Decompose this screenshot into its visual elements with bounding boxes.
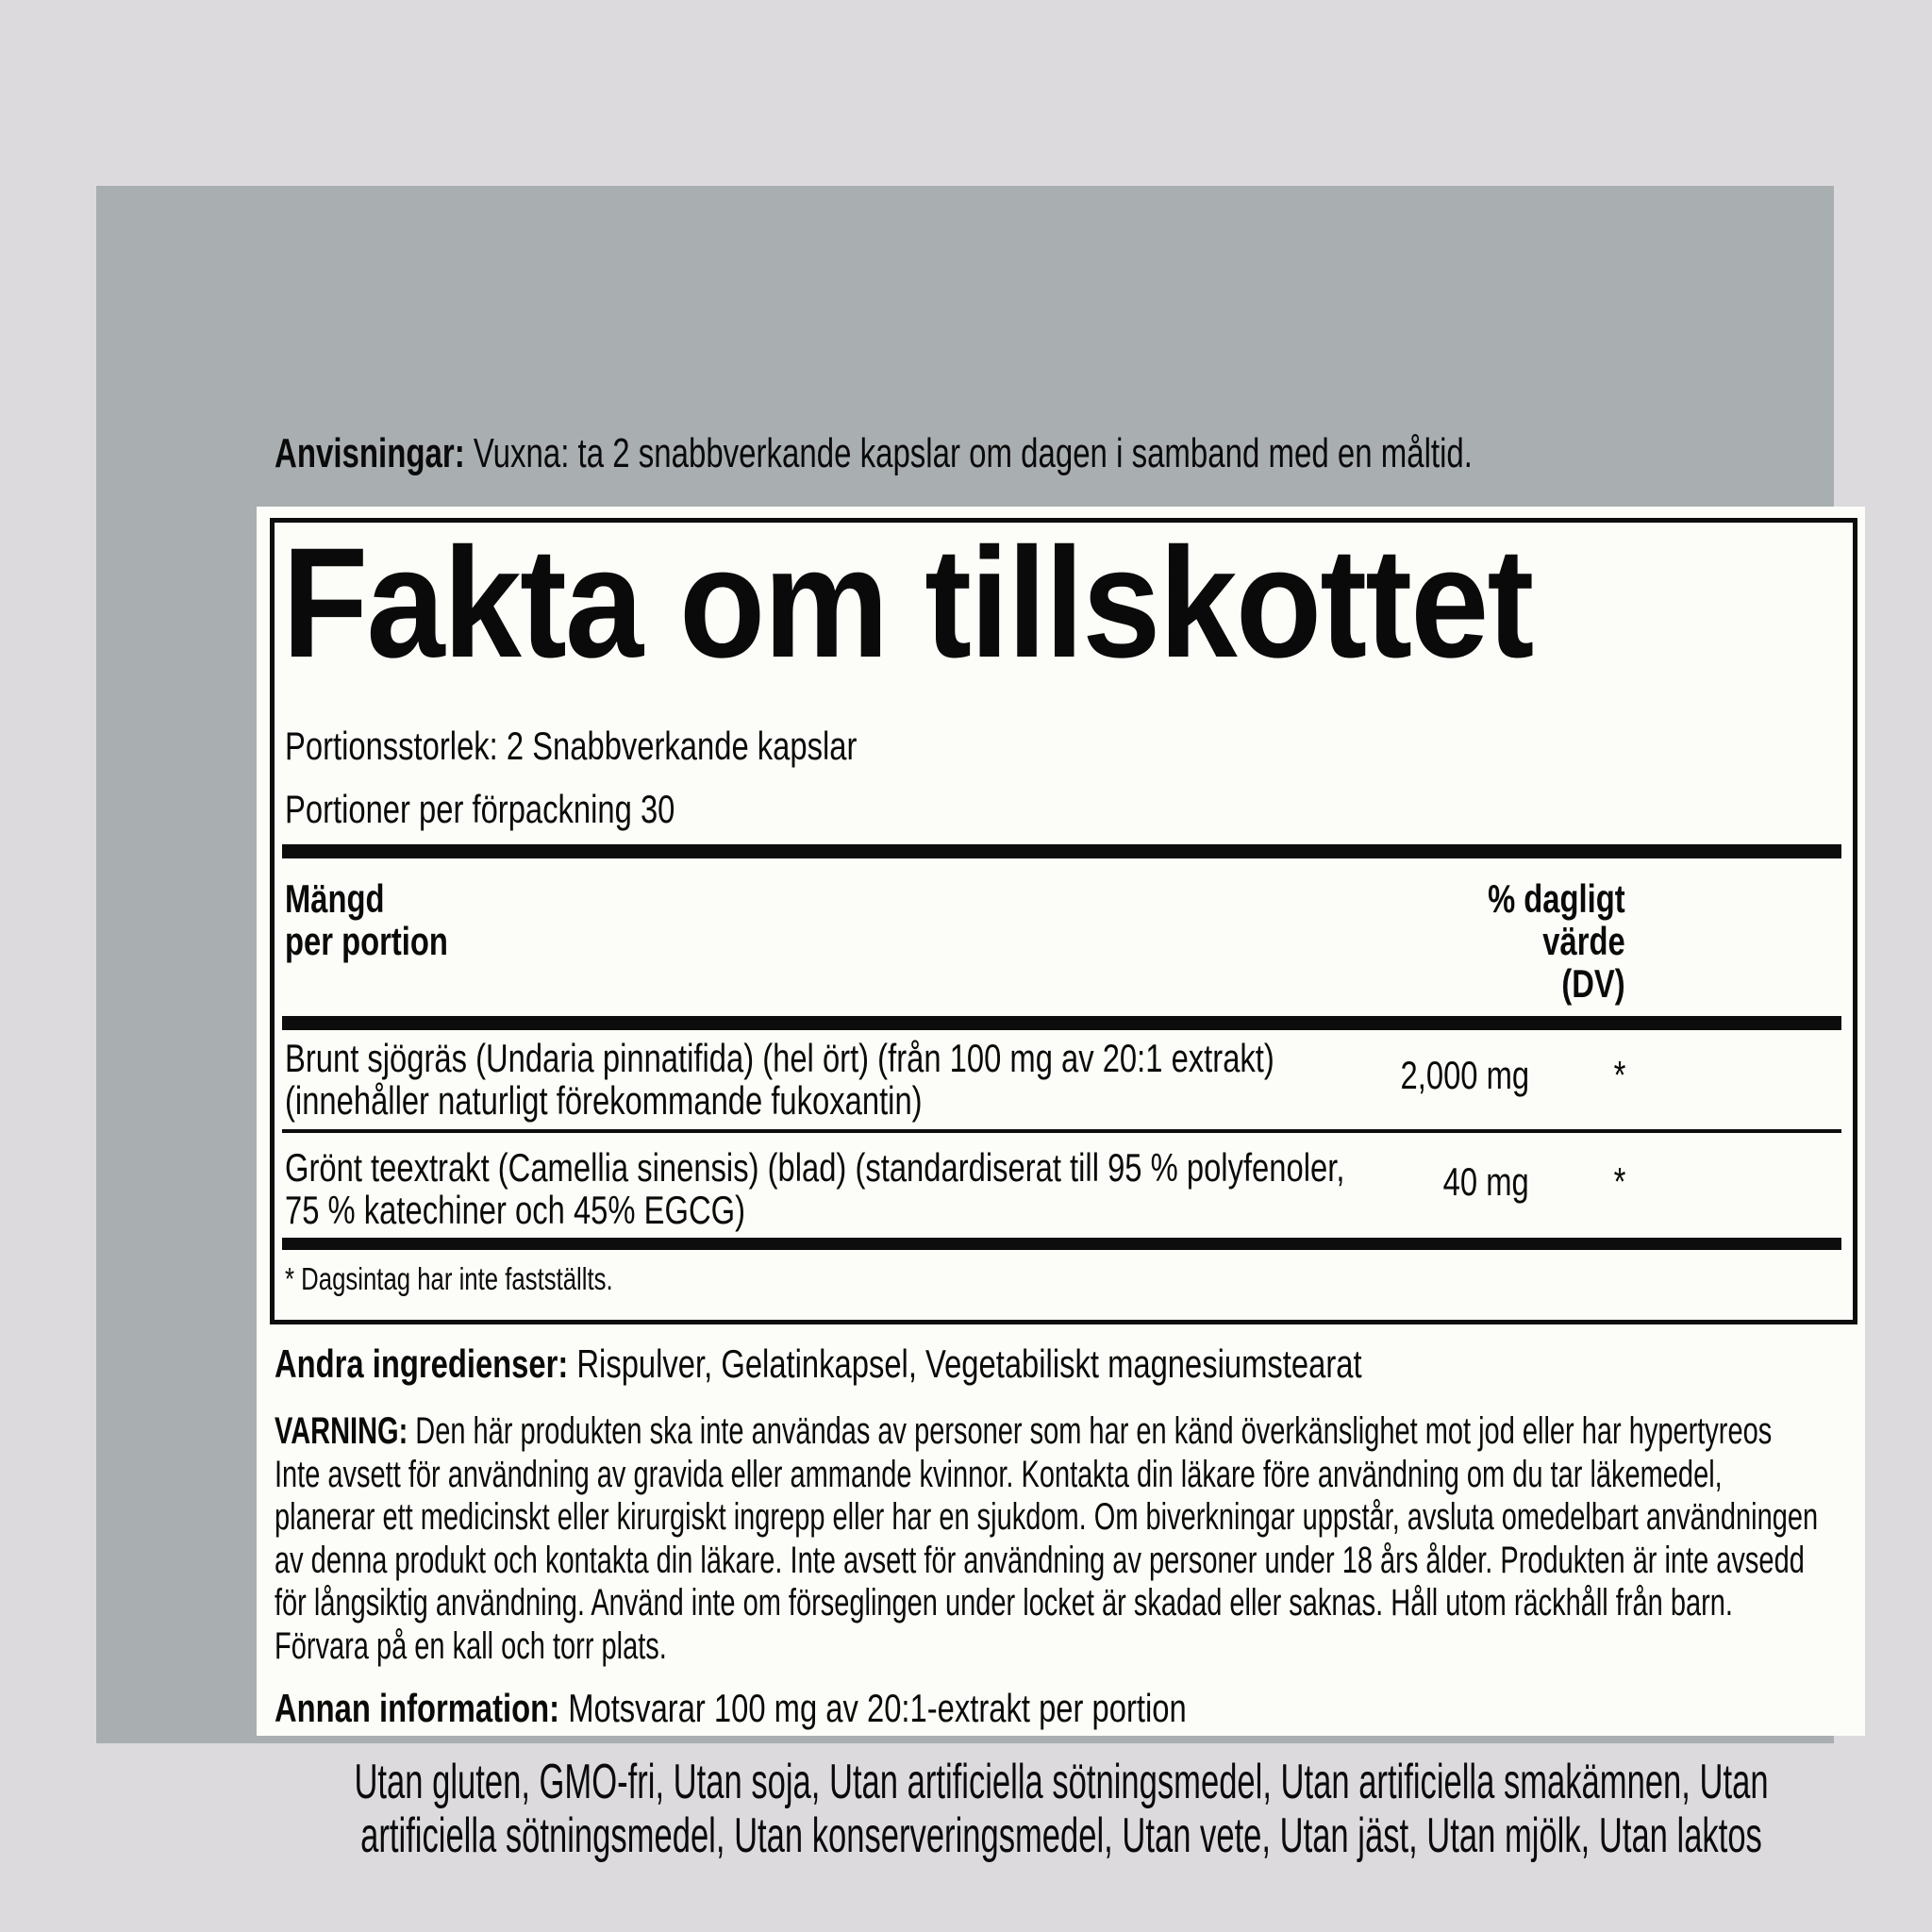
table-bottom-bar	[282, 1238, 1841, 1250]
ingredient-row-name	[285, 1037, 1274, 1122]
ingredient-row-amount: 40 mg	[1442, 1159, 1529, 1204]
other-ingredients-label: Andra ingredienser:	[275, 1341, 569, 1386]
row2-name-line1: Grönt teextrakt (Camellia sinensis) (blad) (standardiserat till 95 % polyfenoler,	[285, 1145, 1345, 1190]
dv-header-line3: (DV)	[1561, 961, 1625, 1006]
label-gray-panel	[96, 186, 1834, 1863]
ingredient-row-dv-asterisk: *	[1613, 1159, 1625, 1204]
row1-name-line2: (innehåller naturligt förekommande fukoxantin)	[285, 1078, 923, 1123]
row-divider-line	[282, 1129, 1841, 1133]
warning-label: VARNING:	[275, 1410, 408, 1452]
servings-per-container-line: Portioner per förpackning 30	[285, 787, 675, 831]
daily-value-footnote: * Dagsintag har inte fastställts.	[285, 1261, 613, 1296]
directions-line	[275, 430, 1473, 476]
other-information-label: Annan information:	[275, 1686, 560, 1730]
amount-header-line2: per portion	[285, 919, 448, 963]
other-information-line	[275, 1686, 1187, 1730]
dv-header-line2: värde	[1542, 919, 1625, 963]
amount-column-header	[285, 877, 448, 962]
allergen-claims-line1: Utan gluten, GMO-fri, Utan soja, Utan artificiella sötningsmedel, Utan artificiella smakämnen, Utan	[354, 1755, 1769, 1809]
serving-size-line: Portionsstorlek: 2 Snabbverkande kapslar	[285, 724, 858, 768]
warning-paragraph	[275, 1410, 1821, 1668]
header-separator-bar	[282, 1016, 1841, 1030]
directions-label: Anvisningar:	[275, 430, 465, 476]
allergen-claims-line2: artificiella sötningsmedel, Utan konserveringsmedel, Utan vete, Utan jäst, Utan mjölk, Utan laktos	[360, 1808, 1762, 1863]
other-ingredients-line	[275, 1341, 1362, 1386]
row1-name-line1: Brunt sjögräs (Undaria pinnatifida) (hel ört) (från 100 mg av 20:1 extrakt)	[285, 1036, 1274, 1080]
other-ingredients-text: Rispulver, Gelatinkapsel, Vegetabiliskt magnesiumstearat	[568, 1341, 1362, 1386]
directions-text: Vuxna: ta 2 snabbverkande kapslar om dagen i samband med en måltid.	[464, 430, 1473, 476]
amount-header-line1: Mängd	[285, 876, 385, 921]
row2-name-line2: 75 % katechiner och 45% EGCG)	[285, 1188, 745, 1232]
ingredient-row-dv-asterisk: *	[1613, 1053, 1625, 1097]
ingredient-row-amount: 2,000 mg	[1400, 1053, 1529, 1097]
other-information-text: Motsvarar 100 mg av 20:1-extrakt per portion	[559, 1686, 1187, 1730]
dv-header-line1: % dagligt	[1488, 876, 1625, 921]
warning-text: Den här produkten ska inte användas av personer som har en känd överkänslighet mot jod eller har hypertyreos Inte avsett för användning av gravida eller ammande kvinnor. Kontakta din läkare före användning om du tar läkemedel, planerar ett medicinskt eller kirurgiskt ingrepp eller har en sjukdom. Om biverkningar uppstår, avsluta omedelbart användningen av denna produkt och kontakta din läkare. Inte avsett för användning av personer under 18 års ålder. Produkten är inte avsedd för långsiktig användning. Använd inte om förseglingen under locket är skadad eller saknas. Håll utom räckhåll från barn. Förvara på en kall och torr plats.	[275, 1410, 1819, 1667]
table-top-bar	[282, 844, 1841, 858]
ingredient-row-name	[285, 1146, 1344, 1231]
daily-value-column-header	[1488, 877, 1625, 1005]
supplement-facts-title: Fakta om tillskottet	[282, 516, 1533, 691]
